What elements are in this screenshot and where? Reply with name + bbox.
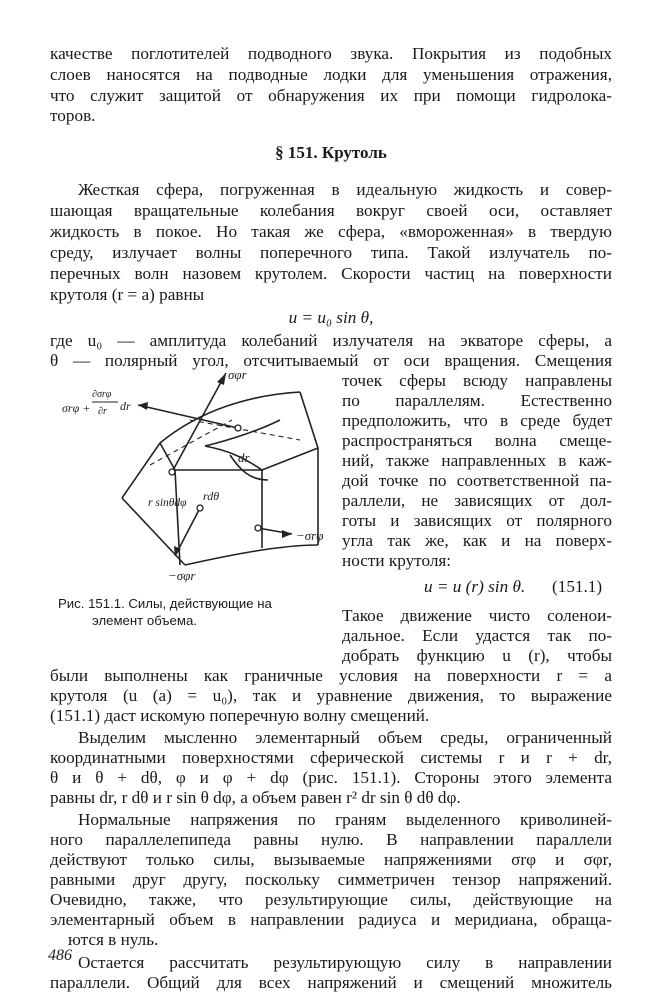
text-line: шающая вращательные колебания вокруг своей оси, оставляет (50, 201, 612, 220)
text-line: координатными поверхностями сферической системы r и r + dr, (50, 748, 612, 767)
text-line: качестве поглотителей подводного звука. Покрытия из подобных (50, 44, 612, 63)
inner-curve-1 (205, 420, 280, 446)
label-dr: dr (238, 450, 250, 465)
text-line: крутоля (r = a) равны (50, 285, 205, 304)
label-sigma-left-den: ∂r (98, 406, 107, 417)
text-line: Остается рассчитать результирующую силу в направлении (78, 953, 612, 972)
text-line: действуют только силы, вызываемые напряжениями σrφ и σφr, (50, 850, 612, 869)
label-sigma-left-dr: dr (120, 399, 131, 413)
text-line: Очевидно, также, что результирующие силы, действующие на (50, 890, 612, 909)
text-line: Жесткая сфера, погруженная в идеальную жидкость и совер- (78, 180, 612, 199)
label-rdtheta: rdθ (203, 489, 220, 503)
text-line: перечных волн назовем крутолем. Скорости частиц на поверхности (50, 264, 612, 283)
text-line: точек сферы всюду направлены (342, 371, 612, 390)
label-sigma-top: σφr (228, 367, 247, 382)
hidden-edge (190, 420, 300, 440)
text-line: среду, излучает волны поперечного типа. Такой излучатель по- (50, 243, 612, 262)
arrowhead (282, 530, 292, 538)
section-title: § 151. Крутоль (275, 143, 387, 162)
text-line: где u₀ — амплитуда колебаний излучателя на экваторе сферы, а (50, 331, 612, 350)
text-line: по параллелям. Естественно (342, 391, 612, 410)
label-sigma-left: σrφ + (62, 401, 91, 415)
figure-caption: элемент объема. (92, 613, 197, 628)
text-line: параллели. Общий для всех напряжений и смещений множитель (50, 973, 612, 992)
figure-caption: Рис. 151.1. Силы, действующие на (58, 596, 272, 611)
text-line: Нормальные напряжения по граням выделенного криволиней- (78, 810, 612, 829)
text-line: θ — полярный угол, отсчитываемый от оси вращения. Смещения (50, 351, 612, 370)
force-origin-point (197, 505, 203, 511)
text-line: Выделим мысленно элементарный объем среды, ограниченный (78, 728, 612, 747)
sigma-left-arrow (138, 405, 238, 428)
text-line: θ и θ + dθ, φ и φ + dφ (рис. 151.1). Стороны этого элемента (50, 768, 612, 787)
text-line: угла так же, как и на поверх- (342, 531, 612, 550)
text-line: Такое движение чисто соленои- (342, 606, 612, 625)
face-connector (262, 448, 318, 470)
inner-curve-2 (205, 446, 262, 470)
text-line: крутоля (u (a) = u₀), так и уравнение движения, то выражение (50, 686, 612, 705)
text-line: элементарный объем в направлении радиуса и меридиана, обраща- (50, 910, 612, 929)
block-bottom-edge (185, 545, 318, 565)
force-origin-point (255, 525, 261, 531)
text-line: дальное. Если удастся так по- (342, 626, 612, 645)
block-corner-edge (160, 443, 175, 470)
equation-number: (151.1) (552, 577, 603, 596)
label-sigma-bottom: −σφr (168, 568, 196, 583)
text-line: ются в нуль. (68, 930, 159, 949)
page-number: 486 (48, 947, 72, 964)
label-sigma-right: −σrφ (296, 528, 324, 543)
label-rsin: r sinθdφ (148, 497, 187, 509)
sigma-top-arrow (172, 373, 226, 472)
text-line: равными друг другу, поскольку симметричен тензор напряжений. (50, 870, 612, 889)
formula: u = u (r) sin θ. (424, 577, 526, 596)
text-line: были выполнены как граничные условия на поверхности r = a (50, 666, 612, 685)
text-line: раллели, не зависящих от дол- (342, 491, 612, 510)
text-line: торов. (50, 106, 96, 125)
text-line: готы и зависящих от полярного (342, 511, 612, 530)
block-right-top-edge (300, 392, 318, 448)
text-line: слоев наносятся на подводные лодки для уменьшения отражения, (50, 65, 612, 84)
text-line: ного параллелепипеда равны нулю. В направлении параллели (50, 830, 612, 849)
text-line: жидкость в покое. Но такая же сфера, «вмороженная» в твердую (50, 222, 612, 241)
formula: u = u₀ sin θ, (288, 308, 374, 327)
text-line: распространяться волна смеще- (342, 431, 612, 450)
text-line: добрать функцию u (r), чтобы (342, 646, 612, 665)
force-origin-point (235, 425, 241, 431)
force-origin-point (169, 469, 175, 475)
text-line: предположить, что в среде будет (342, 411, 612, 430)
arrowhead (217, 373, 226, 385)
text-line: равны dr, r dθ и r sin θ dφ, а объем равен r² dr sin θ dθ dφ. (50, 788, 461, 807)
text-line: ний, также направленных в каж- (342, 451, 612, 470)
text-line: что служит защитой от обнаружения их при помощи гидролока- (50, 86, 612, 105)
block-top-back-edge (160, 392, 300, 443)
label-sigma-left-num: ∂σrφ (92, 389, 112, 400)
block-left-edge (122, 443, 160, 498)
text-line: дой точке по соответственной па- (342, 471, 612, 490)
text-line: (151.1) даст искомую поперечную волну смещений. (50, 706, 430, 725)
text-line: ности крутоля: (342, 551, 452, 570)
